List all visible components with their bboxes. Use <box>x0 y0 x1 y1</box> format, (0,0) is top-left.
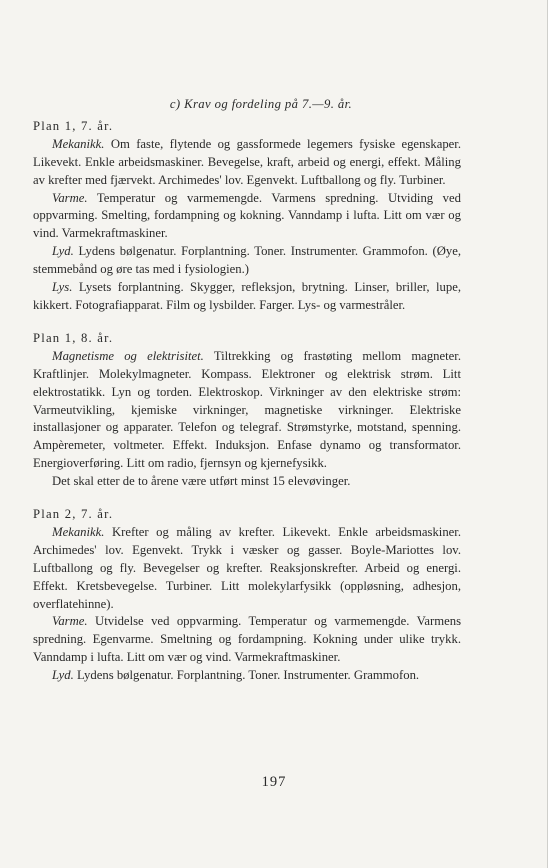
topic-label: Varme. <box>52 190 88 205</box>
page-number: 197 <box>261 774 287 790</box>
paragraph <box>33 524 461 614</box>
paragraph-text: Temperatur og varmemengde. Varmens spredning. Utviding ved oppvarming. Smelting, fordampning og kokning. Vanndamp i lufta. Litt om vær og vind. Varmekraftmaskiner. <box>33 190 461 241</box>
topic-label: Lys. <box>52 280 73 295</box>
paragraph <box>33 243 461 279</box>
paragraph <box>33 667 461 685</box>
paragraph <box>33 348 461 473</box>
paragraph <box>33 613 461 667</box>
paragraph-text: Om faste, flytende og gassformede legemers fysiske egenskaper. Likevekt. Enkle arbeidsmaskiner. Bevegelse, kraft, arbeid og energi, effekt. Måling av krefter med fjærvekt. Archimedes' lov. Egenvekt. Luftballong og fly. Turbiner. <box>33 136 461 187</box>
topic-label: Lyd. <box>52 244 74 259</box>
paragraph-text: Lysets forplantning. Skygger, refleksjon, brytning. Linser, briller, lupe, kikkert. Fotografiapparat. Film og lysbilder. Farger. Lys- og varmestråler. <box>33 280 461 312</box>
topic-label: Magnetisme og elektrisitet. <box>52 348 204 363</box>
topic-label: Varme. <box>52 614 88 629</box>
paragraph-text: Tiltrekking og frastøting mellom magneter. Kraftlinjer. Molekylmagneter. Kompass. Elektroner og elektrisk strøm. Litt elektrostatikk. Lyn og torden. Elektroskop. Virkninger av den elektriske strøm: Varmeutvikling, kjemiske virkninger, magnetiske virkninger. Elektriske installasjoner og apparater. Telefon og telegraf. Strømstyrke, motstand, spenning. Ampèremeter, voltmeter. Effekt. Induksjon. Enfase dynamo og transformator. Energioverføring. Litt om radio, fjernsyn og kjernefysikk. <box>33 348 461 471</box>
plan-heading: Plan 1, 8. år. <box>33 330 114 345</box>
topic-label: Lyd. <box>52 668 74 683</box>
topic-label: Mekanikk. <box>52 136 105 151</box>
paragraph <box>33 136 461 190</box>
paragraph-text: Utvidelse ved oppvarming. Temperatur og varmemengde. Varmens spredning. Egenvarme. Smeltning og fordampning. Kokning under ulike trykk. Vanndamp i lufta. Litt om vær og vind. Varmekraftmaskiner. <box>33 614 462 665</box>
text-column <box>33 96 461 685</box>
paragraph <box>33 279 461 315</box>
section-heading: c) Krav og fordeling på 7.—9. år. <box>169 97 353 111</box>
plan-heading: Plan 1, 7. år. <box>33 118 114 133</box>
paragraph-text: Lydens bølgenatur. Forplantning. Toner. Instrumenter. Grammofon. (Øye, stemmebånd og øre tas med i fysiologien.) <box>33 244 462 277</box>
paragraph <box>33 473 461 491</box>
paragraph-text: Det skal etter de to årene være utført minst 15 elevøvinger. <box>52 474 351 489</box>
paragraph <box>33 190 461 244</box>
topic-label: Mekanikk. <box>52 524 105 539</box>
paragraph-text: Krefter og måling av krefter. Likevekt. Enkle arbeidsmaskiner. Archimedes' lov. Egenvekt. Trykk i væsker og gasser. Boyle-Mariottes lov. Luftballong og fly. Bevegelser og krefter. Reaksjonskrefter. Arbeid og energi. Effekt. Kretsbevegelse. Turbiner. Litt molekylarfysikk (oppløsning, adhesjon, overflatehinne). <box>33 524 461 611</box>
paragraph-text: Lydens bølgenatur. Forplantning. Toner. Instrumenter. Grammofon. <box>77 668 420 683</box>
plan-heading: Plan 2, 7. år. <box>33 507 114 522</box>
